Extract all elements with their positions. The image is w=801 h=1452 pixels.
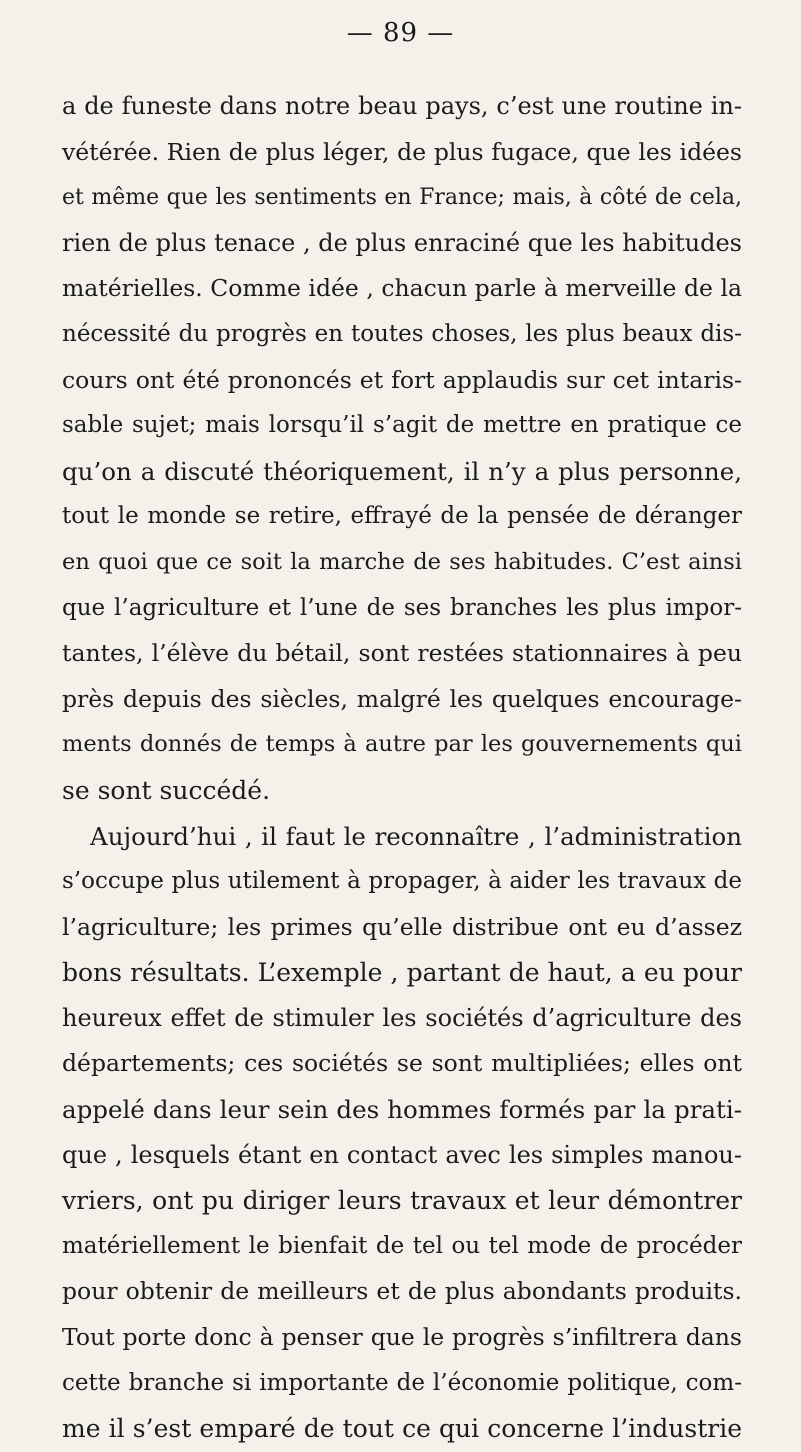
text-line: départements; ces sociétés se sont multipliées; elles ont [62,1049,742,1078]
text-line: a de funeste dans notre beau pays, c’est une routine in- [62,92,742,120]
text-line: se sont succédé. [62,775,271,805]
text-line: en quoi que ce soit la marche de ses habitudes. C’est ainsi [62,548,742,575]
text-line: heureux effet de stimuler les sociétés d’agriculture des [62,1003,742,1032]
text-line: cette branche si importante de l’économie politique, com- [62,1369,742,1396]
text-line: pour obtenir de meilleurs et de plus abondants produits. [62,1277,742,1306]
text-line: appelé dans leur sein des hommes formés par la prati- [62,1095,742,1125]
text-line: près depuis des siècles, malgré les quelques encourage- [62,684,742,713]
text-line: bons résultats. L’exemple , partant de haut, a eu pour [62,958,742,988]
text-line: Tout porte donc à penser que le progrès s’infiltrera dans [62,1323,742,1352]
text-line: vétérée. Rien de plus léger, de plus fugace, que les idées [62,137,742,166]
text-line: vriers, ont pu diriger leurs travaux et leur démontrer [62,1186,742,1216]
text-line: s’occupe plus utilement à propager, à aider les travaux de [62,868,742,895]
text-line: nécessité du progrès en toutes choses, les plus beaux dis- [62,320,742,347]
text-line: que , lesquels étant en contact avec les simples manou- [62,1140,742,1169]
text-line: qu’on a discuté théoriquement, il n’y a plus personne, [62,456,742,486]
text-line: cours ont été prononcés et fort applaudis sur cet intaris- [62,365,742,394]
text-line: matérielles. Comme idée , chacun parle à merveille de la [62,274,742,303]
text-line: rien de plus tenace , de plus enraciné que les habitudes [62,228,742,257]
text-line: matériellement le bienfait de tel ou tel mode de procéder [62,1232,742,1259]
body-text [62,84,742,1452]
text-line: sable sujet; mais lorsqu’il s’agit de mettre en pratique ce [62,412,742,439]
page-number: — 89 — [346,18,455,48]
text-line: tout le monde se retire, effrayé de la pensée de déranger [62,503,742,530]
text-line: tantes, l’élève du bétail, sont restées stationnaires à peu [62,639,742,668]
paragraph-start-line: Aujourd’hui , il faut le reconnaître , l’administration [90,821,742,851]
text-line: ments donnés de temps à autre par les gouvernements qui [62,731,742,758]
text-line: l’agriculture; les primes qu’elle distribue ont eu d’assez [62,912,742,941]
text-line: que l’agriculture et l’une de ses branches les plus impor- [62,594,742,621]
text-line: et même que les sentiments en France; mais, à côté de cela, [62,185,742,211]
text-line: me il s’est emparé de tout ce qui concerne l’industrie [62,1414,742,1444]
